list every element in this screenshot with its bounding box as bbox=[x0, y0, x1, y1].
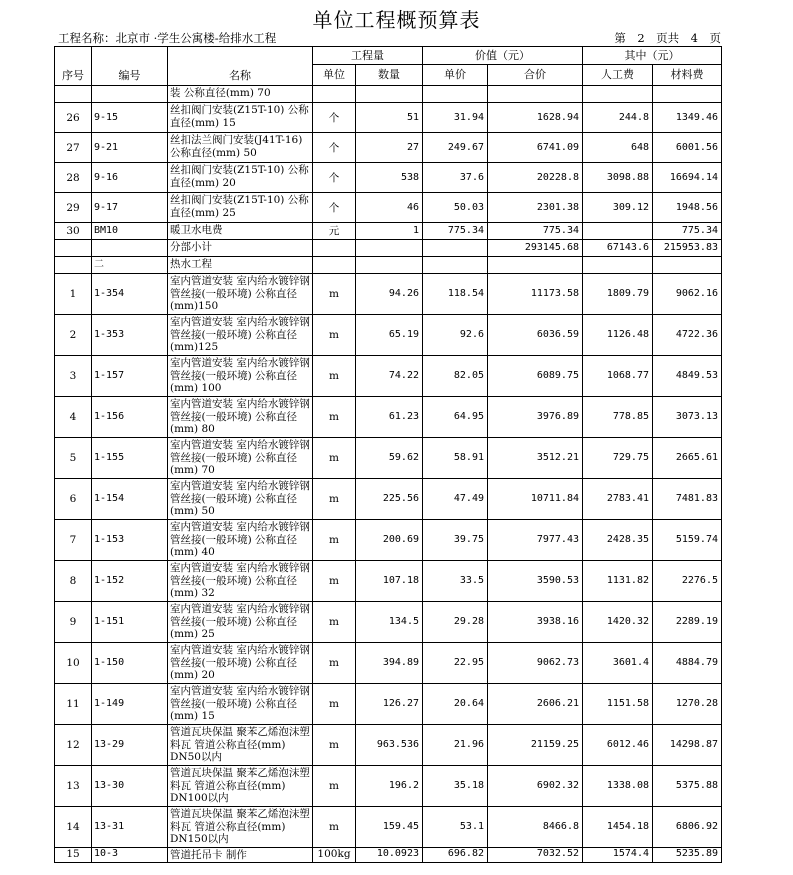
row-total: 2606.21 bbox=[488, 684, 583, 725]
row-seq: 27 bbox=[55, 133, 92, 163]
row-unit: 个 bbox=[313, 163, 356, 193]
row-code: 9-16 bbox=[92, 163, 168, 193]
row-labor: 2428.35 bbox=[583, 520, 653, 561]
table-row bbox=[55, 315, 722, 356]
row-labor: 1454.18 bbox=[583, 807, 653, 848]
row-material: 4884.79 bbox=[653, 643, 722, 684]
row-unit-price: 29.28 bbox=[423, 602, 488, 643]
row-unit: m bbox=[313, 315, 356, 356]
row-labor: 244.8 bbox=[583, 103, 653, 133]
row-unit: m bbox=[313, 274, 356, 315]
row-material: 215953.83 bbox=[653, 240, 722, 257]
row-unit: m bbox=[313, 479, 356, 520]
row-material: 2289.19 bbox=[653, 602, 722, 643]
row-unit: 个 bbox=[313, 193, 356, 223]
table-row bbox=[55, 163, 722, 193]
table-row bbox=[55, 684, 722, 725]
table-row bbox=[55, 257, 722, 274]
row-unit-price: 31.94 bbox=[423, 103, 488, 133]
row-total: 775.34 bbox=[488, 223, 583, 240]
row-unit-price: 53.1 bbox=[423, 807, 488, 848]
row-unit-price bbox=[423, 257, 488, 274]
row-qty: 394.89 bbox=[356, 643, 423, 684]
row-unit: m bbox=[313, 561, 356, 602]
row-name: 室内管道安装 室内给水镀锌钢管丝接(一般环境) 公称直径(mm) 50 bbox=[168, 479, 313, 520]
row-qty: 74.22 bbox=[356, 356, 423, 397]
row-qty bbox=[356, 240, 423, 257]
row-name: 室内管道安装 室内给水镀锌钢管丝接(一般环境) 公称直径(mm) 20 bbox=[168, 643, 313, 684]
row-total: 6902.32 bbox=[488, 766, 583, 807]
row-unit-price: 92.6 bbox=[423, 315, 488, 356]
row-seq: 1 bbox=[55, 274, 92, 315]
row-seq: 4 bbox=[55, 397, 92, 438]
header-code: 编号 bbox=[92, 47, 168, 86]
table-row bbox=[55, 725, 722, 766]
row-qty: 46 bbox=[356, 193, 423, 223]
row-total: 8466.8 bbox=[488, 807, 583, 848]
row-name: 管道瓦块保温 聚苯乙烯泡沫塑料瓦 管道公称直径(mm) DN50以内 bbox=[168, 725, 313, 766]
row-seq bbox=[55, 257, 92, 274]
table-row bbox=[55, 274, 722, 315]
row-unit: 个 bbox=[313, 133, 356, 163]
table-row bbox=[55, 602, 722, 643]
row-material: 5159.74 bbox=[653, 520, 722, 561]
row-material: 9062.16 bbox=[653, 274, 722, 315]
row-seq: 30 bbox=[55, 223, 92, 240]
table-row bbox=[55, 133, 722, 163]
row-unit-price: 47.49 bbox=[423, 479, 488, 520]
row-code: 1-154 bbox=[92, 479, 168, 520]
row-name: 管道瓦块保温 聚苯乙烯泡沫塑料瓦 管道公称直径(mm) DN150以内 bbox=[168, 807, 313, 848]
row-material: 1948.56 bbox=[653, 193, 722, 223]
row-material: 6001.56 bbox=[653, 133, 722, 163]
row-unit-price: 21.96 bbox=[423, 725, 488, 766]
header-name: 名称 bbox=[168, 47, 313, 86]
project-label: 工程名称：北京市 bbox=[58, 31, 150, 45]
row-qty: 126.27 bbox=[356, 684, 423, 725]
row-name: 分部小计 bbox=[168, 240, 313, 257]
row-unit: 个 bbox=[313, 103, 356, 133]
row-seq: 11 bbox=[55, 684, 92, 725]
table-row bbox=[55, 103, 722, 133]
row-name: 热水工程 bbox=[168, 257, 313, 274]
row-total: 6741.09 bbox=[488, 133, 583, 163]
row-unit-price: 33.5 bbox=[423, 561, 488, 602]
table-row bbox=[55, 397, 722, 438]
row-total: 6089.75 bbox=[488, 356, 583, 397]
row-total: 3590.53 bbox=[488, 561, 583, 602]
row-labor: 1068.77 bbox=[583, 356, 653, 397]
row-qty: 94.26 bbox=[356, 274, 423, 315]
row-material: 5375.88 bbox=[653, 766, 722, 807]
row-unit-price: 20.64 bbox=[423, 684, 488, 725]
row-material: 16694.14 bbox=[653, 163, 722, 193]
row-qty: 196.2 bbox=[356, 766, 423, 807]
row-total: 7032.52 bbox=[488, 848, 583, 863]
row-code: 13-31 bbox=[92, 807, 168, 848]
row-unit-price: 50.03 bbox=[423, 193, 488, 223]
row-qty: 10.0923 bbox=[356, 848, 423, 863]
row-code: 二 bbox=[92, 257, 168, 274]
row-seq: 13 bbox=[55, 766, 92, 807]
header-material: 材料费 bbox=[653, 65, 722, 86]
row-seq: 8 bbox=[55, 561, 92, 602]
project-info bbox=[58, 30, 276, 46]
table-row bbox=[55, 848, 722, 863]
row-total bbox=[488, 86, 583, 103]
row-qty: 65.19 bbox=[356, 315, 423, 356]
row-code: 1-152 bbox=[92, 561, 168, 602]
row-labor: 67143.6 bbox=[583, 240, 653, 257]
row-unit: m bbox=[313, 684, 356, 725]
header-unit-price: 单价 bbox=[423, 65, 488, 86]
header-total: 合价 bbox=[488, 65, 583, 86]
row-name: 室内管道安装 室内给水镀锌钢管丝接(一般环境) 公称直径(mm)125 bbox=[168, 315, 313, 356]
row-unit-price: 118.54 bbox=[423, 274, 488, 315]
row-code: 1-149 bbox=[92, 684, 168, 725]
row-name: 装 公称直径(mm) 70 bbox=[168, 86, 313, 103]
row-total: 21159.25 bbox=[488, 725, 583, 766]
row-code: 9-21 bbox=[92, 133, 168, 163]
row-total: 9062.73 bbox=[488, 643, 583, 684]
row-seq: 28 bbox=[55, 163, 92, 193]
row-seq: 29 bbox=[55, 193, 92, 223]
row-unit: 元 bbox=[313, 223, 356, 240]
row-labor: 1574.4 bbox=[583, 848, 653, 863]
row-unit-price: 39.75 bbox=[423, 520, 488, 561]
row-unit-price: 696.82 bbox=[423, 848, 488, 863]
row-unit-price: 64.95 bbox=[423, 397, 488, 438]
row-material: 1349.46 bbox=[653, 103, 722, 133]
row-name: 丝扣阀门安装(Z15T-10) 公称直径(mm) 15 bbox=[168, 103, 313, 133]
row-labor: 6012.46 bbox=[583, 725, 653, 766]
row-name: 室内管道安装 室内给水镀锌钢管丝接(一般环境) 公称直径(mm) 32 bbox=[168, 561, 313, 602]
row-code: 1-151 bbox=[92, 602, 168, 643]
row-code: 1-153 bbox=[92, 520, 168, 561]
page-info: 第 2 页共 4 页 bbox=[614, 31, 721, 45]
table-row bbox=[55, 479, 722, 520]
row-name: 管道瓦块保温 聚苯乙烯泡沫塑料瓦 管道公称直径(mm) DN100以内 bbox=[168, 766, 313, 807]
table-row bbox=[55, 561, 722, 602]
row-unit: m bbox=[313, 356, 356, 397]
row-seq: 3 bbox=[55, 356, 92, 397]
row-unit: m bbox=[313, 643, 356, 684]
row-qty bbox=[356, 86, 423, 103]
row-qty bbox=[356, 257, 423, 274]
row-material: 14298.87 bbox=[653, 725, 722, 766]
page-title: 单位工程概预算表 bbox=[312, 8, 481, 32]
row-code: 1-156 bbox=[92, 397, 168, 438]
row-unit-price bbox=[423, 240, 488, 257]
table-row bbox=[55, 240, 722, 257]
row-material: 5235.89 bbox=[653, 848, 722, 863]
row-material bbox=[653, 86, 722, 103]
budget-table bbox=[54, 46, 722, 863]
row-qty: 159.45 bbox=[356, 807, 423, 848]
row-total: 10711.84 bbox=[488, 479, 583, 520]
row-unit bbox=[313, 257, 356, 274]
row-labor: 778.85 bbox=[583, 397, 653, 438]
row-qty: 61.23 bbox=[356, 397, 423, 438]
row-labor: 2783.41 bbox=[583, 479, 653, 520]
row-unit: m bbox=[313, 438, 356, 479]
row-name: 室内管道安装 室内给水镀锌钢管丝接(一般环境) 公称直径(mm) 100 bbox=[168, 356, 313, 397]
row-qty: 134.5 bbox=[356, 602, 423, 643]
row-name: 室内管道安装 室内给水镀锌钢管丝接(一般环境) 公称直径(mm) 25 bbox=[168, 602, 313, 643]
row-labor: 309.12 bbox=[583, 193, 653, 223]
row-qty: 1 bbox=[356, 223, 423, 240]
row-unit bbox=[313, 240, 356, 257]
row-unit: m bbox=[313, 397, 356, 438]
row-name: 丝扣法兰阀门安装(J41T-16) 公称直径(mm) 50 bbox=[168, 133, 313, 163]
table-row bbox=[55, 356, 722, 397]
row-code bbox=[92, 86, 168, 103]
row-material: 3073.13 bbox=[653, 397, 722, 438]
row-qty: 538 bbox=[356, 163, 423, 193]
row-seq: 5 bbox=[55, 438, 92, 479]
row-labor: 648 bbox=[583, 133, 653, 163]
table-row bbox=[55, 86, 722, 103]
row-seq: 7 bbox=[55, 520, 92, 561]
row-material: 775.34 bbox=[653, 223, 722, 240]
row-labor: 1338.08 bbox=[583, 766, 653, 807]
table-row bbox=[55, 193, 722, 223]
project-name: ·学生公寓楼-给排水工程 bbox=[153, 31, 277, 45]
row-material: 6806.92 bbox=[653, 807, 722, 848]
row-unit-price: 775.34 bbox=[423, 223, 488, 240]
row-total: 7977.43 bbox=[488, 520, 583, 561]
row-qty: 963.536 bbox=[356, 725, 423, 766]
row-unit-price: 58.91 bbox=[423, 438, 488, 479]
row-material: 4849.53 bbox=[653, 356, 722, 397]
row-seq: 15 bbox=[55, 848, 92, 863]
row-labor: 3098.88 bbox=[583, 163, 653, 193]
row-labor: 1131.82 bbox=[583, 561, 653, 602]
row-qty: 200.69 bbox=[356, 520, 423, 561]
row-code: 9-17 bbox=[92, 193, 168, 223]
row-total: 2301.38 bbox=[488, 193, 583, 223]
row-seq: 26 bbox=[55, 103, 92, 133]
row-seq: 14 bbox=[55, 807, 92, 848]
row-unit: 100kg bbox=[313, 848, 356, 863]
header-quantity-group: 工程量 bbox=[313, 47, 423, 65]
row-code: 10-3 bbox=[92, 848, 168, 863]
row-seq: 2 bbox=[55, 315, 92, 356]
row-unit-price: 249.67 bbox=[423, 133, 488, 163]
row-name: 室内管道安装 室内给水镀锌钢管丝接(一般环境) 公称直径(mm) 40 bbox=[168, 520, 313, 561]
row-unit: m bbox=[313, 520, 356, 561]
header-seq: 序号 bbox=[55, 47, 92, 86]
row-material: 1270.28 bbox=[653, 684, 722, 725]
row-unit: m bbox=[313, 725, 356, 766]
row-unit: m bbox=[313, 766, 356, 807]
header-qty: 数量 bbox=[356, 65, 423, 86]
row-code: 1-155 bbox=[92, 438, 168, 479]
row-total: 6036.59 bbox=[488, 315, 583, 356]
row-code bbox=[92, 240, 168, 257]
row-qty: 59.62 bbox=[356, 438, 423, 479]
row-unit-price bbox=[423, 86, 488, 103]
row-labor: 729.75 bbox=[583, 438, 653, 479]
row-total: 1628.94 bbox=[488, 103, 583, 133]
row-code: 1-150 bbox=[92, 643, 168, 684]
row-seq: 12 bbox=[55, 725, 92, 766]
table-body bbox=[55, 86, 722, 863]
row-material: 2276.5 bbox=[653, 561, 722, 602]
row-total: 293145.68 bbox=[488, 240, 583, 257]
row-total: 3512.21 bbox=[488, 438, 583, 479]
row-code: 1-157 bbox=[92, 356, 168, 397]
row-labor: 1151.58 bbox=[583, 684, 653, 725]
row-name: 丝扣阀门安装(Z15T-10) 公称直径(mm) 25 bbox=[168, 193, 313, 223]
row-qty: 107.18 bbox=[356, 561, 423, 602]
header-unit: 单位 bbox=[313, 65, 356, 86]
row-total: 20228.8 bbox=[488, 163, 583, 193]
row-unit: m bbox=[313, 807, 356, 848]
row-material bbox=[653, 257, 722, 274]
row-total bbox=[488, 257, 583, 274]
row-seq: 10 bbox=[55, 643, 92, 684]
table-row bbox=[55, 223, 722, 240]
row-labor: 1126.48 bbox=[583, 315, 653, 356]
table-row bbox=[55, 766, 722, 807]
row-total: 3938.16 bbox=[488, 602, 583, 643]
table-row bbox=[55, 438, 722, 479]
row-seq: 9 bbox=[55, 602, 92, 643]
row-name: 暖卫水电费 bbox=[168, 223, 313, 240]
row-material: 2665.61 bbox=[653, 438, 722, 479]
row-unit-price: 35.18 bbox=[423, 766, 488, 807]
header-labor: 人工费 bbox=[583, 65, 653, 86]
row-name: 管道托吊卡 制作 bbox=[168, 848, 313, 863]
row-unit-price: 37.6 bbox=[423, 163, 488, 193]
header-of-which: 其中（元） bbox=[583, 47, 722, 65]
row-code: 13-30 bbox=[92, 766, 168, 807]
row-code: 1-354 bbox=[92, 274, 168, 315]
table-row bbox=[55, 643, 722, 684]
row-total: 3976.89 bbox=[488, 397, 583, 438]
row-labor: 1809.79 bbox=[583, 274, 653, 315]
row-unit bbox=[313, 86, 356, 103]
table-row bbox=[55, 520, 722, 561]
row-qty: 51 bbox=[356, 103, 423, 133]
row-name: 室内管道安装 室内给水镀锌钢管丝接(一般环境) 公称直径(mm) 80 bbox=[168, 397, 313, 438]
row-labor bbox=[583, 86, 653, 103]
row-qty: 27 bbox=[356, 133, 423, 163]
row-code: BM10 bbox=[92, 223, 168, 240]
row-labor: 1420.32 bbox=[583, 602, 653, 643]
row-labor bbox=[583, 223, 653, 240]
row-total: 11173.58 bbox=[488, 274, 583, 315]
table-row bbox=[55, 807, 722, 848]
header-price-group: 价值（元） bbox=[423, 47, 583, 65]
row-name: 室内管道安装 室内给水镀锌钢管丝接(一般环境) 公称直径(mm) 15 bbox=[168, 684, 313, 725]
row-name: 室内管道安装 室内给水镀锌钢管丝接(一般环境) 公称直径(mm) 70 bbox=[168, 438, 313, 479]
row-seq bbox=[55, 86, 92, 103]
row-material: 7481.83 bbox=[653, 479, 722, 520]
row-name: 丝扣阀门安装(Z15T-10) 公称直径(mm) 20 bbox=[168, 163, 313, 193]
row-code: 1-353 bbox=[92, 315, 168, 356]
row-unit-price: 22.95 bbox=[423, 643, 488, 684]
row-qty: 225.56 bbox=[356, 479, 423, 520]
row-seq: 6 bbox=[55, 479, 92, 520]
row-material: 4722.36 bbox=[653, 315, 722, 356]
row-labor: 3601.4 bbox=[583, 643, 653, 684]
row-code: 9-15 bbox=[92, 103, 168, 133]
row-code: 13-29 bbox=[92, 725, 168, 766]
row-unit-price: 82.05 bbox=[423, 356, 488, 397]
row-name: 室内管道安装 室内给水镀锌钢管丝接(一般环境) 公称直径(mm)150 bbox=[168, 274, 313, 315]
row-unit: m bbox=[313, 602, 356, 643]
row-seq bbox=[55, 240, 92, 257]
row-labor bbox=[583, 257, 653, 274]
